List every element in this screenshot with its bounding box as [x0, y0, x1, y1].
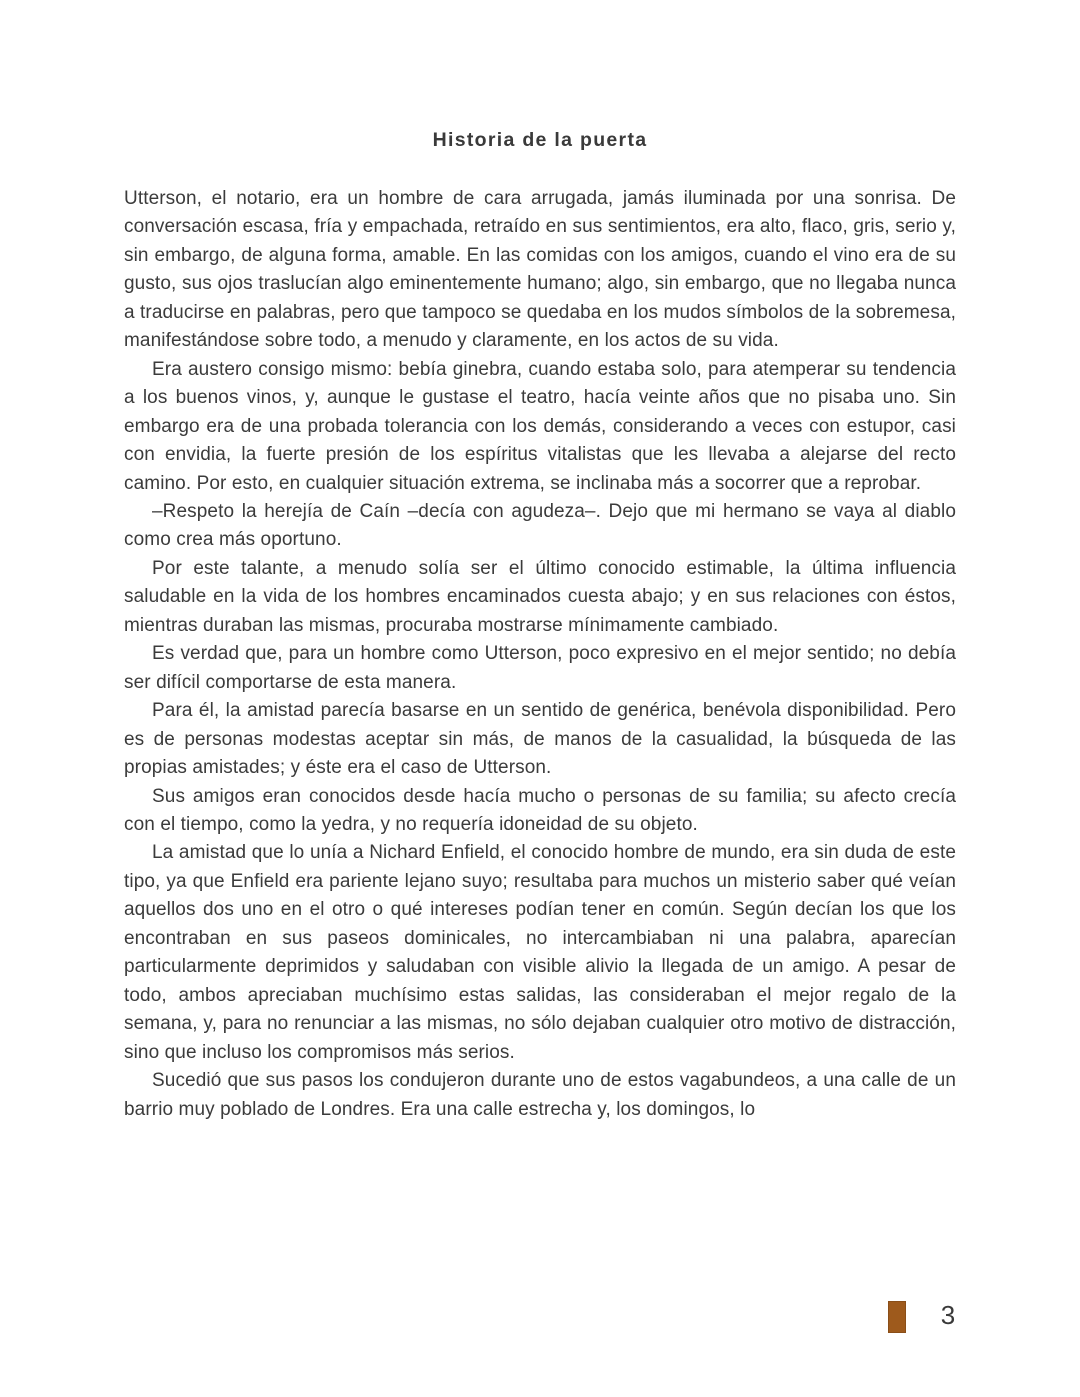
chapter-title: Historia de la puerta: [432, 129, 648, 151]
paragraph: La amistad que lo unía a Nichard Enfield, el conocido hombre de mundo, era sin duda de este tipo, ya que Enfield era pariente lejano suyo; resultaba para muchos un misterio saber qué veían aquellos dos uno en el otro o qué intereses podían tener en común. Según decían los que los encontraban en sus paseos dominicales, no intercambiaban ni una palabra, aparecían particularmente deprimidos y saludaban con visible alivio la llegada de un amigo. A pesar de todo, ambos apreciaban muchísimo estas salidas, las consideraban el mejor regalo de la semana, y, para no renunciar a las mismas, no sólo dejaban cualquier otro motivo de distracción, sino que incluso los compromisos más serios.: [124, 842, 956, 1063]
body-text: [124, 185, 956, 1124]
paragraph: Sus amigos eran conocidos desde hacía mucho o personas de su familia; su afecto crecía con el tiempo, como la yedra, y no requería idoneidad de su objeto.: [124, 785, 956, 835]
paragraph: Era austero consigo mismo: bebía ginebra, cuando estaba solo, para atemperar su tendencia a los buenos vinos, y, aunque le gustase el teatro, hacía veinte años que no pisaba uno. Sin embargo era de una probada tolerancia con los demás, considerando a veces con estupor, casi con envidia, la fuerte presión de los espíritus vitalistas que les llevaba a alejarse del recto camino. Por esto, en cualquier situación extrema, se inclinaba más a socorrer que a reprobar.: [124, 358, 956, 494]
paragraph: Para él, la amistad parecía basarse en un sentido de genérica, benévola disponibilidad. Pero es de personas modestas aceptar sin más, de manos de la casualidad, la búsqueda de las propias amistades; y éste era el caso de Utterson.: [124, 700, 956, 779]
paragraph: Utterson, el notario, era un hombre de cara arrugada, jamás iluminada por una sonrisa. De conversación escasa, fría y empachada, retraído en sus sentimientos, era alto, flaco, gris, serio y, sin embargo, de alguna forma, amable. En las comidas con los amigos, cuando el vino era de su gusto, sus ojos traslucían algo eminentemente humano; algo, sin embargo, que no llegaba nunca a traducirse en palabras, pero que tampoco se quedaba en los mudos símbolos de la sobremesa, manifestándose sobre todo, a menudo y claramente, en los actos de su vida.: [124, 188, 956, 352]
paragraph: Es verdad que, para un hombre como Utterson, poco expresivo en el mejor sentido; no debía ser difícil comportarse de esta manera.: [124, 643, 956, 693]
paragraph: Por este talante, a menudo solía ser el último conocido estimable, la última influencia saludable en la vida de los hombres encaminados cuesta abajo; y en sus relaciones con éstos, mientras duraban las mismas, procuraba mostrarse mínimamente cambiado.: [124, 557, 956, 636]
paragraph: Sucedió que sus pasos los condujeron durante uno de estos vagabundeos, a una calle de un barrio muy poblado de Londres. Era una calle estrecha y, los domingos, lo: [124, 1070, 956, 1120]
paragraph: –Respeto la herejía de Caín –decía con agudeza–. Dejo que mi hermano se vaya al diablo como crea más oportuno.: [124, 500, 956, 551]
page-number: 3: [940, 1300, 956, 1330]
footer-accent-marker: [888, 1301, 906, 1333]
